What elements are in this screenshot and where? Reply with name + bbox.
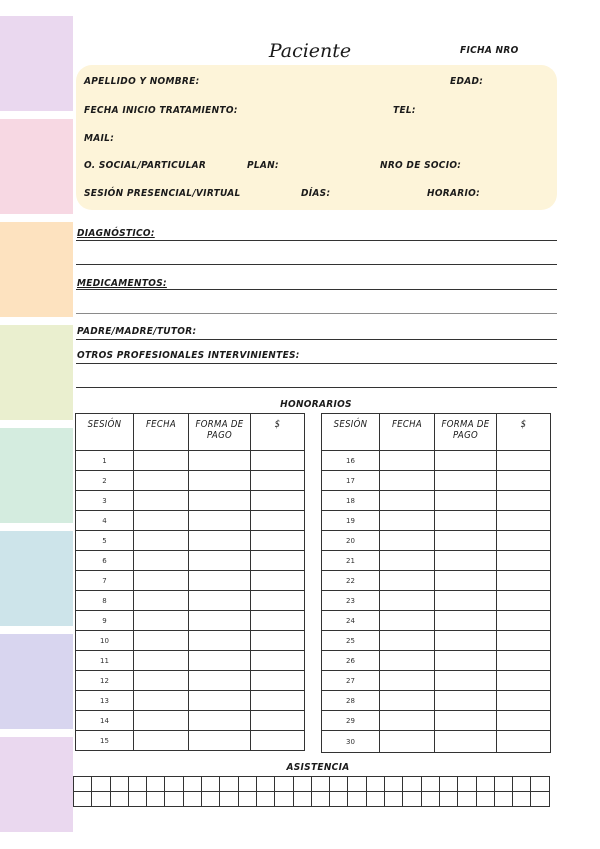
session-number: 6 bbox=[76, 551, 134, 571]
session-number: 7 bbox=[76, 571, 134, 591]
table-row bbox=[322, 591, 551, 611]
session-number: 24 bbox=[322, 611, 380, 631]
asistencia-cell[interactable] bbox=[202, 792, 220, 807]
fecha-cell[interactable] bbox=[134, 531, 189, 551]
forma-pago-cell[interactable] bbox=[189, 731, 251, 751]
forma-pago-cell[interactable] bbox=[435, 491, 497, 511]
forma-pago-cell[interactable] bbox=[189, 531, 251, 551]
asistencia-cell[interactable] bbox=[403, 792, 421, 807]
fecha-cell[interactable] bbox=[134, 691, 189, 711]
col-header-fecha: FECHA bbox=[380, 414, 435, 451]
asistencia-cell[interactable] bbox=[385, 792, 403, 807]
asistencia-cell[interactable] bbox=[348, 792, 366, 807]
asistencia-cell[interactable] bbox=[128, 777, 146, 792]
fecha-cell[interactable] bbox=[134, 651, 189, 671]
fecha-cell[interactable] bbox=[134, 731, 189, 751]
monto-cell[interactable] bbox=[497, 631, 551, 651]
asistencia-grid bbox=[73, 776, 550, 807]
table-row bbox=[322, 451, 551, 471]
diagnostico-line-1 bbox=[76, 240, 557, 241]
session-number: 13 bbox=[76, 691, 134, 711]
monto-cell[interactable] bbox=[251, 631, 305, 651]
forma-pago-cell[interactable] bbox=[435, 531, 497, 551]
table-row bbox=[322, 671, 551, 691]
asistencia-cell[interactable] bbox=[165, 777, 183, 792]
col-header-monto: $ bbox=[251, 414, 305, 451]
session-number: 11 bbox=[76, 651, 134, 671]
nro-socio-label: NRO DE SOCIO: bbox=[380, 160, 462, 171]
asistencia-row bbox=[74, 792, 550, 807]
diagnostico-label: DIAGNÓSTICO: bbox=[77, 228, 155, 239]
session-number: 28 bbox=[322, 691, 380, 711]
ficha-nro-label: FICHA NRO bbox=[460, 45, 519, 56]
fecha-cell[interactable] bbox=[134, 491, 189, 511]
table-row bbox=[322, 471, 551, 491]
monto-cell[interactable] bbox=[251, 651, 305, 671]
monto-cell[interactable] bbox=[251, 711, 305, 731]
asistencia-cell[interactable] bbox=[238, 792, 256, 807]
asistencia-cell[interactable] bbox=[385, 777, 403, 792]
session-number: 4 bbox=[76, 511, 134, 531]
table-row bbox=[76, 571, 305, 591]
asistencia-cell[interactable] bbox=[147, 792, 165, 807]
asistencia-cell[interactable] bbox=[183, 777, 201, 792]
honorarios-table-right bbox=[321, 413, 551, 753]
monto-cell[interactable] bbox=[497, 651, 551, 671]
forma-pago-cell[interactable] bbox=[189, 571, 251, 591]
asistencia-cell[interactable] bbox=[311, 792, 329, 807]
forma-pago-cell[interactable] bbox=[435, 511, 497, 531]
monto-cell[interactable] bbox=[497, 611, 551, 631]
table-row bbox=[322, 631, 551, 651]
asistencia-cell[interactable] bbox=[458, 792, 476, 807]
monto-cell[interactable] bbox=[497, 571, 551, 591]
color-tab-6 bbox=[0, 531, 73, 626]
fecha-cell[interactable] bbox=[134, 611, 189, 631]
asistencia-cell[interactable] bbox=[513, 777, 531, 792]
asistencia-cell[interactable] bbox=[330, 792, 348, 807]
forma-pago-cell[interactable] bbox=[189, 491, 251, 511]
monto-cell[interactable] bbox=[251, 531, 305, 551]
table-row bbox=[76, 491, 305, 511]
asistencia-cell[interactable] bbox=[183, 792, 201, 807]
session-number: 3 bbox=[76, 491, 134, 511]
asistencia-cell[interactable] bbox=[256, 777, 274, 792]
mail-label: MAIL: bbox=[84, 133, 115, 144]
col-header-forma-pago: FORMA DE PAGO bbox=[189, 414, 251, 451]
monto-cell[interactable] bbox=[497, 671, 551, 691]
forma-pago-cell[interactable] bbox=[435, 471, 497, 491]
col-header-fecha: FECHA bbox=[134, 414, 189, 451]
session-number: 16 bbox=[322, 451, 380, 471]
forma-pago-cell[interactable] bbox=[435, 671, 497, 691]
asistencia-cell[interactable] bbox=[366, 792, 384, 807]
color-tab-1 bbox=[0, 16, 73, 111]
session-number: 26 bbox=[322, 651, 380, 671]
monto-cell[interactable] bbox=[497, 711, 551, 731]
monto-cell[interactable] bbox=[497, 491, 551, 511]
monto-cell[interactable] bbox=[251, 491, 305, 511]
forma-pago-cell[interactable] bbox=[189, 691, 251, 711]
forma-pago-cell[interactable] bbox=[435, 551, 497, 571]
fecha-cell[interactable] bbox=[134, 631, 189, 651]
asistencia-cell[interactable] bbox=[74, 792, 92, 807]
table-row bbox=[322, 511, 551, 531]
asistencia-title: ASISTENCIA bbox=[286, 762, 350, 773]
table-row bbox=[322, 491, 551, 511]
page-title: Paciente bbox=[268, 40, 352, 62]
fecha-cell[interactable] bbox=[134, 511, 189, 531]
asistencia-cell[interactable] bbox=[110, 777, 128, 792]
asistencia-cell[interactable] bbox=[531, 777, 550, 792]
monto-cell[interactable] bbox=[497, 691, 551, 711]
fecha-cell[interactable] bbox=[134, 471, 189, 491]
fecha-cell[interactable] bbox=[134, 591, 189, 611]
table-row bbox=[322, 731, 551, 753]
session-number: 22 bbox=[322, 571, 380, 591]
asistencia-cell[interactable] bbox=[147, 777, 165, 792]
asistencia-cell[interactable] bbox=[439, 777, 457, 792]
asistencia-cell[interactable] bbox=[421, 792, 439, 807]
obra-social-label: O. SOCIAL/PARTICULAR bbox=[84, 160, 207, 171]
dias-label: DÍAS: bbox=[301, 188, 331, 199]
asistencia-cell[interactable] bbox=[439, 792, 457, 807]
asistencia-cell[interactable] bbox=[220, 777, 238, 792]
session-number: 18 bbox=[322, 491, 380, 511]
monto-cell[interactable] bbox=[251, 731, 305, 751]
session-number: 25 bbox=[322, 631, 380, 651]
medicamentos-label: MEDICAMENTOS: bbox=[77, 278, 167, 289]
asistencia-cell[interactable] bbox=[366, 777, 384, 792]
color-tab-3 bbox=[0, 222, 73, 317]
monto-cell[interactable] bbox=[497, 551, 551, 571]
session-number: 12 bbox=[76, 671, 134, 691]
fecha-cell[interactable] bbox=[380, 531, 435, 551]
asistencia-cell[interactable] bbox=[220, 792, 238, 807]
forma-pago-cell[interactable] bbox=[435, 711, 497, 731]
session-number: 8 bbox=[76, 591, 134, 611]
forma-pago-cell[interactable] bbox=[435, 591, 497, 611]
table-row bbox=[322, 691, 551, 711]
asistencia-cell[interactable] bbox=[531, 792, 550, 807]
asistencia-cell[interactable] bbox=[293, 777, 311, 792]
fecha-cell[interactable] bbox=[380, 591, 435, 611]
asistencia-cell[interactable] bbox=[458, 777, 476, 792]
table-row bbox=[76, 551, 305, 571]
fecha-cell[interactable] bbox=[380, 491, 435, 511]
otros-profesionales-label: OTROS PROFESIONALES INTERVINIENTES: bbox=[77, 350, 300, 361]
apellido-label: APELLIDO Y NOMBRE: bbox=[84, 76, 200, 87]
fecha-cell[interactable] bbox=[380, 471, 435, 491]
asistencia-cell[interactable] bbox=[275, 792, 293, 807]
fecha-cell[interactable] bbox=[380, 631, 435, 651]
horario-label: HORARIO: bbox=[427, 188, 480, 199]
honorarios-title: HONORARIOS bbox=[280, 399, 352, 410]
fecha-cell[interactable] bbox=[380, 511, 435, 531]
color-tab-8 bbox=[0, 737, 73, 832]
asistencia-cell[interactable] bbox=[238, 777, 256, 792]
session-number: 15 bbox=[76, 731, 134, 751]
edad-label: EDAD: bbox=[450, 76, 484, 87]
forma-pago-cell[interactable] bbox=[189, 451, 251, 471]
table-row bbox=[76, 471, 305, 491]
asistencia-cell[interactable] bbox=[403, 777, 421, 792]
session-number: 30 bbox=[322, 731, 380, 753]
session-number: 5 bbox=[76, 531, 134, 551]
forma-pago-cell[interactable] bbox=[189, 611, 251, 631]
plan-label: PLAN: bbox=[247, 160, 279, 171]
monto-cell[interactable] bbox=[497, 591, 551, 611]
table-row bbox=[76, 651, 305, 671]
forma-pago-cell[interactable] bbox=[189, 711, 251, 731]
table-row bbox=[76, 531, 305, 551]
monto-cell[interactable] bbox=[497, 471, 551, 491]
asistencia-cell[interactable] bbox=[494, 792, 512, 807]
otros-line-2 bbox=[76, 387, 557, 388]
fecha-cell[interactable] bbox=[380, 611, 435, 631]
session-number: 17 bbox=[322, 471, 380, 491]
table-row bbox=[322, 531, 551, 551]
forma-pago-cell[interactable] bbox=[435, 651, 497, 671]
monto-cell[interactable] bbox=[251, 551, 305, 571]
fecha-cell[interactable] bbox=[134, 571, 189, 591]
forma-pago-cell[interactable] bbox=[189, 631, 251, 651]
fecha-cell[interactable] bbox=[380, 451, 435, 471]
medicamentos-line-2 bbox=[76, 313, 557, 314]
tel-label: TEL: bbox=[393, 105, 416, 116]
forma-pago-cell[interactable] bbox=[189, 671, 251, 691]
asistencia-cell[interactable] bbox=[256, 792, 274, 807]
monto-cell[interactable] bbox=[251, 691, 305, 711]
table-row bbox=[76, 671, 305, 691]
fecha-cell[interactable] bbox=[380, 671, 435, 691]
fecha-cell[interactable] bbox=[380, 651, 435, 671]
sesion-label: SESIÓN PRESENCIAL/VIRTUAL bbox=[84, 188, 241, 199]
monto-cell[interactable] bbox=[251, 671, 305, 691]
session-number: 20 bbox=[322, 531, 380, 551]
padre-label: PADRE/MADRE/TUTOR: bbox=[77, 326, 197, 337]
table-row bbox=[322, 571, 551, 591]
monto-cell[interactable] bbox=[497, 511, 551, 531]
forma-pago-cell[interactable] bbox=[435, 611, 497, 631]
forma-pago-cell[interactable] bbox=[189, 511, 251, 531]
forma-pago-cell[interactable] bbox=[189, 551, 251, 571]
session-number: 9 bbox=[76, 611, 134, 631]
color-tab-2 bbox=[0, 119, 73, 214]
session-number: 23 bbox=[322, 591, 380, 611]
color-tab-5 bbox=[0, 428, 73, 523]
asistencia-cell[interactable] bbox=[165, 792, 183, 807]
monto-cell[interactable] bbox=[251, 591, 305, 611]
session-number: 10 bbox=[76, 631, 134, 651]
asistencia-cell[interactable] bbox=[476, 777, 494, 792]
asistencia-cell[interactable] bbox=[476, 792, 494, 807]
monto-cell[interactable] bbox=[497, 531, 551, 551]
asistencia-cell[interactable] bbox=[110, 792, 128, 807]
asistencia-cell[interactable] bbox=[92, 792, 110, 807]
table-row bbox=[322, 551, 551, 571]
session-number: 19 bbox=[322, 511, 380, 531]
forma-pago-cell[interactable] bbox=[435, 731, 497, 753]
otros-line-1 bbox=[76, 363, 557, 364]
col-header-sesion: SESIÓN bbox=[322, 414, 380, 451]
forma-pago-cell[interactable] bbox=[189, 651, 251, 671]
fecha-cell[interactable] bbox=[380, 731, 435, 753]
forma-pago-cell[interactable] bbox=[435, 451, 497, 471]
forma-pago-cell[interactable] bbox=[435, 631, 497, 651]
monto-cell[interactable] bbox=[251, 611, 305, 631]
fecha-cell[interactable] bbox=[134, 451, 189, 471]
asistencia-cell[interactable] bbox=[92, 777, 110, 792]
table-row bbox=[76, 611, 305, 631]
asistencia-cell[interactable] bbox=[128, 792, 146, 807]
color-tab-7 bbox=[0, 634, 73, 729]
table-row bbox=[76, 691, 305, 711]
monto-cell[interactable] bbox=[497, 731, 551, 753]
col-header-forma-pago: FORMA DE PAGO bbox=[435, 414, 497, 451]
fecha-inicio-label: FECHA INICIO TRATAMIENTO: bbox=[84, 105, 238, 116]
asistencia-row bbox=[74, 777, 550, 792]
session-number: 27 bbox=[322, 671, 380, 691]
fecha-cell[interactable] bbox=[134, 671, 189, 691]
fecha-cell[interactable] bbox=[134, 711, 189, 731]
table-row bbox=[76, 451, 305, 471]
monto-cell[interactable] bbox=[497, 451, 551, 471]
table-row bbox=[322, 651, 551, 671]
session-number: 29 bbox=[322, 711, 380, 731]
asistencia-cell[interactable] bbox=[513, 792, 531, 807]
monto-cell[interactable] bbox=[251, 571, 305, 591]
session-number: 21 bbox=[322, 551, 380, 571]
honorarios-table-left bbox=[75, 413, 305, 751]
fecha-cell[interactable] bbox=[134, 551, 189, 571]
table-row bbox=[76, 731, 305, 751]
forma-pago-cell[interactable] bbox=[189, 471, 251, 491]
table-row bbox=[322, 611, 551, 631]
asistencia-cell[interactable] bbox=[421, 777, 439, 792]
asistencia-cell[interactable] bbox=[202, 777, 220, 792]
padre-line bbox=[76, 339, 557, 340]
fecha-cell[interactable] bbox=[380, 551, 435, 571]
fecha-cell[interactable] bbox=[380, 691, 435, 711]
medicamentos-line-1 bbox=[76, 289, 557, 290]
session-number: 1 bbox=[76, 451, 134, 471]
asistencia-cell[interactable] bbox=[74, 777, 92, 792]
asistencia-cell[interactable] bbox=[494, 777, 512, 792]
fecha-cell[interactable] bbox=[380, 711, 435, 731]
color-tab-4 bbox=[0, 325, 73, 420]
table-row bbox=[76, 511, 305, 531]
session-number: 2 bbox=[76, 471, 134, 491]
fecha-cell[interactable] bbox=[380, 571, 435, 591]
asistencia-cell[interactable] bbox=[330, 777, 348, 792]
monto-cell[interactable] bbox=[251, 471, 305, 491]
table-row bbox=[76, 711, 305, 731]
col-header-sesion: SESIÓN bbox=[76, 414, 134, 451]
session-number: 14 bbox=[76, 711, 134, 731]
forma-pago-cell[interactable] bbox=[189, 591, 251, 611]
asistencia-cell[interactable] bbox=[293, 792, 311, 807]
asistencia-cell[interactable] bbox=[348, 777, 366, 792]
monto-cell[interactable] bbox=[251, 511, 305, 531]
table-row bbox=[322, 711, 551, 731]
forma-pago-cell[interactable] bbox=[435, 571, 497, 591]
asistencia-cell[interactable] bbox=[311, 777, 329, 792]
asistencia-cell[interactable] bbox=[275, 777, 293, 792]
table-row bbox=[76, 591, 305, 611]
monto-cell[interactable] bbox=[251, 451, 305, 471]
forma-pago-cell[interactable] bbox=[435, 691, 497, 711]
col-header-monto: $ bbox=[497, 414, 551, 451]
diagnostico-line-2 bbox=[76, 264, 557, 265]
table-row bbox=[76, 631, 305, 651]
